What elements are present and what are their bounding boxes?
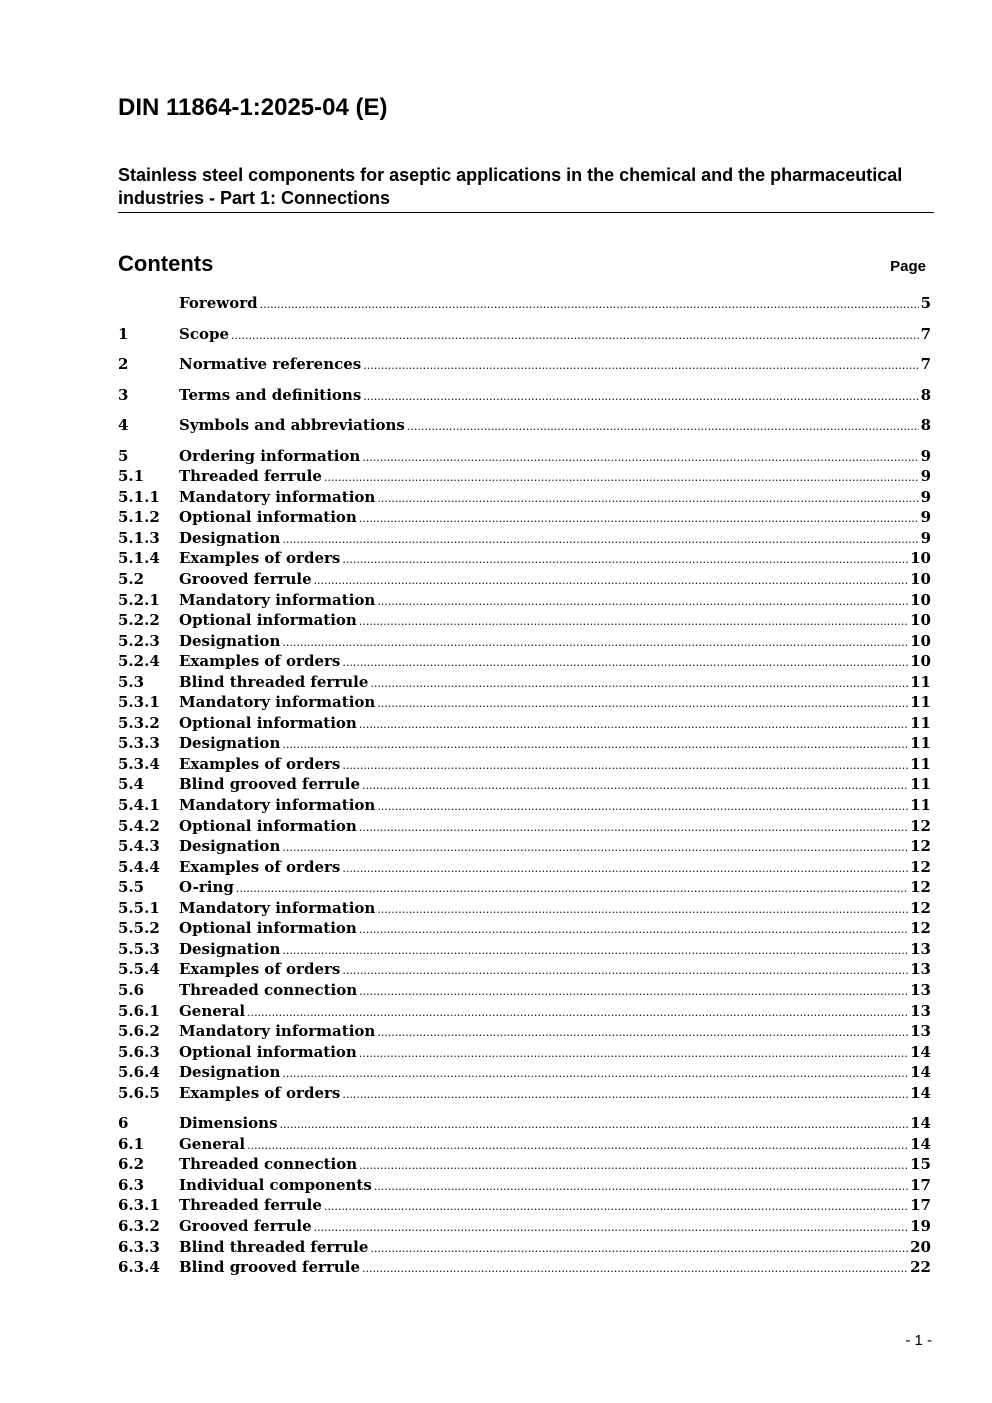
toc-entry-number: 3 [118, 385, 129, 404]
toc-dot-leader [247, 1139, 908, 1152]
toc-dot-leader [342, 656, 908, 669]
toc-entry-title: Grooved ferrule [179, 570, 312, 589]
toc-entry[interactable] [118, 447, 931, 468]
toc-dot-leader [359, 512, 919, 525]
toc-entry-number: 5.3 [118, 672, 145, 691]
toc-entry-title: Blind threaded ferrule [179, 672, 369, 691]
toc-entry-number: 6 [118, 1114, 129, 1133]
toc-dot-leader [324, 1200, 908, 1213]
toc-dot-leader [342, 964, 908, 977]
toc-entry-title: General [179, 1001, 246, 1020]
contents-heading: Contents [118, 251, 214, 276]
toc-entry-page: 9 [920, 528, 931, 547]
toc-entry-number: 6.3.2 [118, 1216, 160, 1235]
toc-entry[interactable] [118, 1155, 931, 1176]
toc-entry[interactable] [118, 755, 931, 776]
toc-entry-number: 5.4.1 [118, 796, 160, 815]
toc-entry-page: 7 [920, 355, 931, 374]
toc-entry-page: 9 [920, 467, 931, 486]
toc-dot-leader [370, 677, 908, 690]
toc-dot-leader [260, 298, 919, 311]
toc-entry-title: Optional information [179, 611, 357, 630]
toc-dot-leader [359, 1159, 908, 1172]
toc-entry-number: 5.1.3 [118, 528, 160, 547]
toc-entry-title: Mandatory information [179, 898, 376, 917]
toc-entry-number: 5.3.4 [118, 754, 160, 773]
toc-dot-leader [363, 390, 918, 403]
toc-entry-title: Blind grooved ferrule [179, 1258, 361, 1277]
toc-entry[interactable] [118, 529, 931, 550]
toc-dot-leader [370, 1242, 908, 1255]
toc-entry-title: Grooved ferrule [179, 1216, 312, 1235]
toc-entry-page: 9 [920, 508, 931, 527]
toc-entry-number: 2 [118, 355, 129, 374]
toc-entry[interactable] [118, 467, 931, 488]
toc-entry[interactable] [118, 878, 931, 899]
toc-dot-leader [377, 595, 908, 608]
toc-entry-title: Normative references [179, 355, 362, 374]
document-title: Stainless steel components for aseptic applications in the chemical and the pharmaceutical industries - Part 1: Connections [118, 164, 934, 213]
toc-dot-leader [282, 738, 908, 751]
toc-dot-leader [377, 697, 908, 710]
toc-entry[interactable] [118, 858, 931, 879]
document-id: DIN 11864-1:2025-04 (E) [118, 94, 388, 121]
toc-entry-page: 10 [910, 652, 931, 671]
toc-dot-leader [407, 420, 919, 433]
toc-entry-title: Mandatory information [179, 590, 376, 609]
toc-entry[interactable] [118, 1196, 931, 1217]
toc-entry[interactable] [118, 1114, 931, 1135]
toc-entry-number: 6.2 [118, 1155, 145, 1174]
toc-entry[interactable] [118, 386, 931, 407]
toc-entry[interactable] [118, 1176, 931, 1197]
toc-entry[interactable] [118, 1217, 931, 1238]
toc-entry-number: 6.1 [118, 1134, 145, 1153]
toc-entry-title: Mandatory information [179, 487, 376, 506]
toc-dot-leader [282, 944, 908, 957]
toc-dot-leader [314, 574, 908, 587]
toc-entry-page: 17 [910, 1196, 931, 1215]
toc-dot-leader [362, 1262, 908, 1275]
toc-dot-leader [359, 718, 908, 731]
toc-entry-page: 11 [910, 775, 931, 794]
toc-entry-title: Threaded ferrule [179, 467, 322, 486]
toc-entry-page: 22 [910, 1258, 931, 1277]
toc-dot-leader [342, 862, 908, 875]
toc-entry[interactable] [118, 488, 931, 509]
toc-dot-leader [359, 821, 908, 834]
toc-dot-leader [342, 759, 908, 772]
table-of-contents [118, 294, 931, 1279]
toc-entry-page: 10 [910, 631, 931, 650]
toc-entry-page: 12 [910, 878, 931, 897]
toc-dot-leader [377, 1026, 908, 1039]
toc-dot-leader [359, 615, 908, 628]
toc-entry-title: Examples of orders [179, 960, 341, 979]
toc-dot-leader [374, 1180, 908, 1193]
toc-entry[interactable] [118, 1135, 931, 1156]
toc-entry-title: Threaded ferrule [179, 1196, 322, 1215]
toc-entry-number: 5.2.4 [118, 652, 160, 671]
toc-entry[interactable] [118, 899, 931, 920]
toc-dot-leader [282, 636, 908, 649]
toc-entry-number: 5.5.1 [118, 898, 160, 917]
toc-entry[interactable] [118, 549, 931, 570]
toc-entry[interactable] [118, 919, 931, 940]
toc-entry-title: Optional information [179, 1042, 357, 1061]
toc-dot-leader [362, 451, 918, 464]
toc-dot-leader [231, 329, 919, 342]
toc-entry[interactable] [118, 325, 931, 346]
toc-entry-number: 5.6 [118, 980, 145, 999]
toc-entry-title: Examples of orders [179, 754, 341, 773]
toc-entry-page: 11 [910, 713, 931, 732]
toc-entry-page: 9 [920, 446, 931, 465]
toc-entry[interactable] [118, 960, 931, 981]
toc-entry-title: Designation [179, 837, 281, 856]
toc-entry-title: Foreword [179, 294, 258, 312]
toc-entry[interactable] [118, 796, 931, 817]
toc-entry-page: 13 [910, 960, 931, 979]
toc-entry[interactable] [118, 940, 931, 961]
toc-dot-leader [359, 923, 908, 936]
toc-entry-page: 5 [920, 294, 931, 312]
toc-entry[interactable] [118, 817, 931, 838]
toc-entry-number: 5.1 [118, 467, 145, 486]
toc-entry-title: Terms and definitions [179, 385, 362, 404]
toc-entry-page: 19 [910, 1216, 931, 1235]
toc-entry-number: 5 [118, 446, 129, 465]
toc-dot-leader [282, 841, 908, 854]
toc-entry[interactable] [118, 355, 931, 376]
toc-dot-leader [363, 359, 918, 372]
toc-dot-leader [324, 471, 919, 484]
toc-dot-leader [282, 533, 918, 546]
toc-entry-title: Threaded connection [179, 1155, 358, 1174]
toc-entry-page: 20 [910, 1237, 931, 1256]
toc-entry-page: 13 [910, 939, 931, 958]
toc-dot-leader [362, 779, 908, 792]
toc-dot-leader [314, 1221, 908, 1234]
toc-entry-page: 9 [920, 487, 931, 506]
toc-entry-number: 5.1.4 [118, 549, 160, 568]
toc-entry[interactable] [118, 416, 931, 437]
toc-entry-title: General [179, 1134, 246, 1153]
toc-entry-page: 13 [910, 1001, 931, 1020]
toc-entry[interactable] [118, 611, 931, 632]
toc-entry-number: 5.5.4 [118, 960, 160, 979]
toc-entry-page: 11 [910, 754, 931, 773]
toc-entry-number: 6.3.1 [118, 1196, 160, 1215]
toc-entry-title: Optional information [179, 713, 357, 732]
toc-entry-title: Mandatory information [179, 693, 376, 712]
toc-entry[interactable] [118, 591, 931, 612]
toc-entry[interactable] [118, 837, 931, 858]
toc-dot-leader [280, 1118, 909, 1131]
toc-entry-title: Examples of orders [179, 857, 341, 876]
toc-entry-page: 7 [920, 324, 931, 343]
toc-entry-number: 6.3.4 [118, 1258, 160, 1277]
toc-entry-page: 10 [910, 611, 931, 630]
toc-entry-number: 5.1.2 [118, 508, 160, 527]
toc-entry-number: 5.6.2 [118, 1022, 160, 1041]
toc-entry[interactable] [118, 1063, 931, 1084]
toc-entry-title: Examples of orders [179, 1083, 341, 1102]
toc-entry-title: Symbols and abbreviations [179, 416, 405, 435]
toc-entry-page: 14 [910, 1134, 931, 1153]
toc-entry-number: 4 [118, 416, 129, 435]
toc-entry-page: 14 [910, 1042, 931, 1061]
toc-entry-title: Designation [179, 939, 281, 958]
toc-entry-title: Ordering information [179, 446, 361, 465]
toc-dot-leader [342, 1088, 908, 1101]
toc-entry-title: Designation [179, 528, 281, 547]
toc-entry-page: 12 [910, 919, 931, 938]
toc-entry-number: 5.6.4 [118, 1063, 160, 1082]
toc-entry-number: 5.1.1 [118, 487, 160, 506]
toc-entry-number: 6.3 [118, 1175, 145, 1194]
toc-entry-page: 17 [910, 1175, 931, 1194]
toc-entry-title: Designation [179, 631, 281, 650]
toc-entry-page: 12 [910, 857, 931, 876]
toc-entry-title: Examples of orders [179, 549, 341, 568]
toc-entry-number: 5.3.3 [118, 734, 160, 753]
toc-dot-leader [282, 1067, 908, 1080]
toc-entry-page: 11 [910, 672, 931, 691]
toc-entry-title: Mandatory information [179, 796, 376, 815]
toc-entry-page: 14 [910, 1114, 931, 1133]
toc-entry-number: 6.3.3 [118, 1237, 160, 1256]
toc-entry-title: Blind grooved ferrule [179, 775, 361, 794]
toc-entry-page: 12 [910, 816, 931, 835]
toc-entry-page: 8 [920, 385, 931, 404]
toc-entry-number: 5.4.4 [118, 857, 160, 876]
toc-entry-number: 5.4.2 [118, 816, 160, 835]
toc-entry-page: 10 [910, 549, 931, 568]
toc-entry-page: 12 [910, 837, 931, 856]
toc-entry-page: 10 [910, 570, 931, 589]
toc-entry-page: 14 [910, 1063, 931, 1082]
toc-dot-leader [377, 492, 918, 505]
toc-dot-leader [342, 553, 908, 566]
toc-entry-page: 13 [910, 1022, 931, 1041]
toc-entry-number: 5.2.2 [118, 611, 160, 630]
toc-entry-number: 5.5 [118, 878, 145, 897]
toc-entry-number: 5.3.1 [118, 693, 160, 712]
toc-entry-number: 5.4.3 [118, 837, 160, 856]
toc-entry-title: Threaded connection [179, 980, 358, 999]
toc-entry[interactable] [118, 775, 931, 796]
footer-page-number: - 1 - [905, 1332, 932, 1349]
toc-entry[interactable] [118, 652, 931, 673]
toc-entry[interactable] [118, 714, 931, 735]
toc-entry[interactable] [118, 1022, 931, 1043]
toc-entry-number: 5.6.5 [118, 1083, 160, 1102]
toc-entry-title: Examples of orders [179, 652, 341, 671]
toc-entry-title: Blind threaded ferrule [179, 1237, 369, 1256]
toc-entry-title: Designation [179, 1063, 281, 1082]
toc-entry[interactable] [118, 294, 931, 315]
toc-entry-number: 5.2.1 [118, 590, 160, 609]
toc-entry[interactable] [118, 508, 931, 529]
toc-entry-page: 11 [910, 734, 931, 753]
toc-entry[interactable] [118, 632, 931, 653]
page-column-heading: Page [890, 258, 926, 275]
toc-dot-leader [377, 800, 908, 813]
toc-entry[interactable] [118, 1084, 931, 1105]
toc-entry-title: Designation [179, 734, 281, 753]
toc-entry-page: 13 [910, 980, 931, 999]
toc-entry-page: 15 [910, 1155, 931, 1174]
toc-entry-title: Individual components [179, 1175, 372, 1194]
toc-entry-title: Optional information [179, 919, 357, 938]
toc-entry-page: 8 [920, 416, 931, 435]
toc-entry-number: 5.2.3 [118, 631, 160, 650]
toc-entry-number: 1 [118, 324, 129, 343]
toc-dot-leader [359, 1047, 908, 1060]
toc-entry-number: 5.6.3 [118, 1042, 160, 1061]
toc-entry[interactable] [118, 673, 931, 694]
toc-entry-page: 10 [910, 590, 931, 609]
toc-entry[interactable] [118, 1238, 931, 1259]
toc-entry-title: Dimensions [179, 1114, 278, 1133]
toc-entry[interactable] [118, 1002, 931, 1023]
toc-entry[interactable] [118, 1258, 931, 1279]
toc-entry-number: 5.3.2 [118, 713, 160, 732]
toc-entry-title: O-ring [179, 878, 234, 897]
toc-entry-number: 5.5.2 [118, 919, 160, 938]
toc-entry-page: 11 [910, 796, 931, 815]
toc-dot-leader [236, 882, 908, 895]
toc-entry-number: 5.5.3 [118, 939, 160, 958]
toc-entry[interactable] [118, 570, 931, 591]
toc-entry[interactable] [118, 1043, 931, 1064]
toc-entry-page: 14 [910, 1083, 931, 1102]
toc-entry[interactable] [118, 734, 931, 755]
toc-entry-title: Optional information [179, 816, 357, 835]
toc-entry-page: 11 [910, 693, 931, 712]
toc-entry[interactable] [118, 981, 931, 1002]
toc-dot-leader [359, 985, 908, 998]
toc-entry-title: Optional information [179, 508, 357, 527]
toc-dot-leader [377, 903, 908, 916]
toc-entry-title: Mandatory information [179, 1022, 376, 1041]
toc-entry-number: 5.2 [118, 570, 145, 589]
toc-entry-title: Scope [179, 324, 230, 343]
toc-entry-number: 5.4 [118, 775, 145, 794]
toc-entry-number: 5.6.1 [118, 1001, 160, 1020]
toc-entry-page: 12 [910, 898, 931, 917]
toc-entry[interactable] [118, 693, 931, 714]
toc-dot-leader [247, 1006, 908, 1019]
